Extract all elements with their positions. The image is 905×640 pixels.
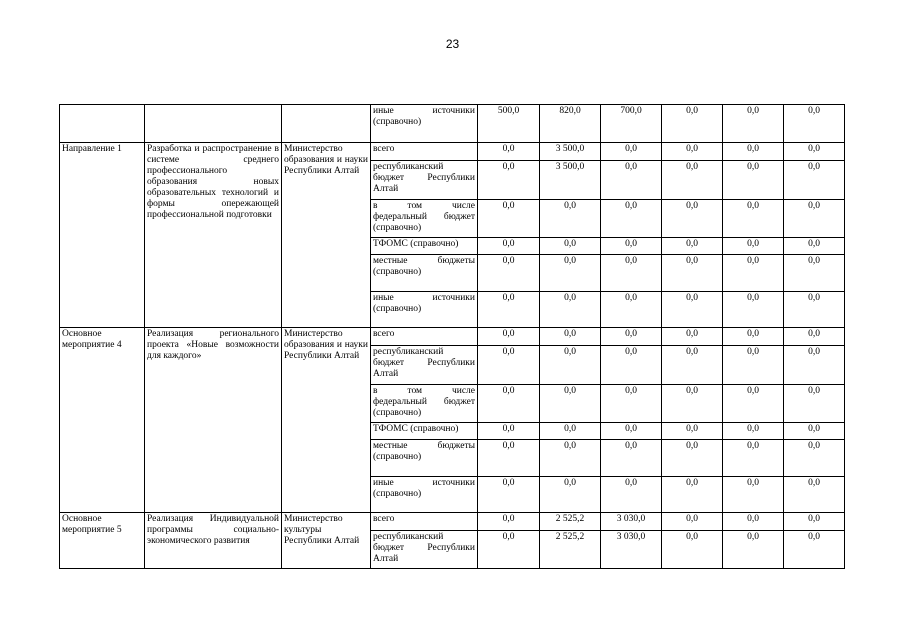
- value-cell: 0,0: [662, 105, 723, 143]
- value-cell: 0,0: [478, 531, 540, 569]
- value-cell: 0,0: [662, 477, 723, 513]
- value-cell: 0,0: [478, 385, 540, 423]
- source-cell: ТФОМС (справочно): [371, 238, 478, 255]
- value-cell: 0,0: [478, 477, 540, 513]
- group-name: Разработка и распространение в системе среднего профессионального образования новых образовательных технологий и формы опережающей профессиональной подготовки: [145, 143, 282, 328]
- value-cell: 0,0: [478, 440, 540, 477]
- value-cell: 0,0: [723, 292, 784, 328]
- value-cell: 0,0: [540, 328, 601, 346]
- source-cell: республиканский бюджет Республики Алтай: [371, 531, 478, 569]
- value-cell: 500,0: [478, 105, 540, 143]
- value-cell: 2 525,2: [540, 513, 601, 531]
- source-cell: всего: [371, 513, 478, 531]
- source-cell: всего: [371, 328, 478, 346]
- value-cell: 0,0: [601, 161, 662, 200]
- source-cell: всего: [371, 143, 478, 161]
- source-cell: республиканский бюджет Республики Алтай: [371, 346, 478, 385]
- value-cell: 0,0: [540, 423, 601, 440]
- value-cell: 0,0: [601, 385, 662, 423]
- value-cell: 0,0: [723, 255, 784, 292]
- value-cell: 0,0: [662, 255, 723, 292]
- value-cell: 0,0: [478, 292, 540, 328]
- source-cell: республиканский бюджет Республики Алтай: [371, 161, 478, 200]
- value-cell: 0,0: [723, 477, 784, 513]
- value-cell: 0,0: [540, 440, 601, 477]
- value-cell: 0,0: [662, 513, 723, 531]
- value-cell: 0,0: [784, 238, 845, 255]
- value-cell: 0,0: [540, 346, 601, 385]
- source-cell: иные источники (справочно): [371, 477, 478, 513]
- value-cell: 0,0: [784, 477, 845, 513]
- value-cell: 0,0: [723, 143, 784, 161]
- value-cell: 0,0: [784, 513, 845, 531]
- value-cell: 0,0: [662, 161, 723, 200]
- source-cell: местные бюджеты (справочно): [371, 255, 478, 292]
- value-cell: 0,0: [478, 513, 540, 531]
- value-cell: 0,0: [784, 161, 845, 200]
- value-cell: 0,0: [784, 531, 845, 569]
- value-cell: 2 525,2: [540, 531, 601, 569]
- value-cell: 0,0: [662, 143, 723, 161]
- value-cell: 0,0: [723, 440, 784, 477]
- value-cell: 0,0: [478, 346, 540, 385]
- value-cell: 0,0: [540, 255, 601, 292]
- funding-table: [59, 104, 845, 569]
- value-cell: 0,0: [478, 423, 540, 440]
- value-cell: 0,0: [662, 346, 723, 385]
- group-label: Основное мероприятие 4: [60, 328, 145, 513]
- value-cell: 0,0: [723, 423, 784, 440]
- group-executor: Министерство образования и науки Республики Алтай: [282, 143, 371, 328]
- table-row: [60, 105, 845, 143]
- value-cell: 3 500,0: [540, 161, 601, 200]
- value-cell: 0,0: [601, 328, 662, 346]
- value-cell: 3 030,0: [601, 531, 662, 569]
- value-cell: 0,0: [784, 423, 845, 440]
- source-cell: местные бюджеты (справочно): [371, 440, 478, 477]
- value-cell: 0,0: [540, 238, 601, 255]
- group-name: Реализация регионального проекта «Новые возможности для каждого»: [145, 328, 282, 513]
- value-cell: 0,0: [540, 385, 601, 423]
- value-cell: 0,0: [784, 255, 845, 292]
- value-cell: 3 500,0: [540, 143, 601, 161]
- value-cell: 0,0: [662, 292, 723, 328]
- value-cell: 0,0: [784, 328, 845, 346]
- value-cell: 0,0: [601, 423, 662, 440]
- value-cell: 0,0: [723, 531, 784, 569]
- value-cell: 3 030,0: [601, 513, 662, 531]
- value-cell: 0,0: [723, 161, 784, 200]
- value-cell: 0,0: [784, 200, 845, 238]
- value-cell: 0,0: [601, 440, 662, 477]
- source-cell: в том числе федеральный бюджет (справочно): [371, 200, 478, 238]
- value-cell: 0,0: [662, 385, 723, 423]
- value-cell: 0,0: [601, 238, 662, 255]
- value-cell: 0,0: [662, 423, 723, 440]
- source-cell: в том числе федеральный бюджет (справочно): [371, 385, 478, 423]
- value-cell: 0,0: [784, 143, 845, 161]
- group-label: Направление 1: [60, 143, 145, 328]
- value-cell: 0,0: [784, 440, 845, 477]
- value-cell: 0,0: [662, 328, 723, 346]
- group-executor: Министерство образования и науки Республики Алтай: [282, 328, 371, 513]
- value-cell: 0,0: [784, 292, 845, 328]
- page-number: 23: [445, 37, 460, 51]
- table-row: [60, 513, 845, 531]
- value-cell: 0,0: [723, 385, 784, 423]
- value-cell: 0,0: [723, 346, 784, 385]
- group-executor: Министерство культуры Республики Алтай: [282, 513, 371, 569]
- value-cell: 0,0: [784, 105, 845, 143]
- value-cell: 0,0: [478, 328, 540, 346]
- value-cell: 0,0: [478, 200, 540, 238]
- value-cell: 0,0: [784, 385, 845, 423]
- source-cell: иные источники (справочно): [371, 105, 478, 143]
- value-cell: 0,0: [662, 200, 723, 238]
- empty-cell: [282, 105, 371, 143]
- value-cell: 0,0: [723, 200, 784, 238]
- value-cell: 0,0: [478, 255, 540, 292]
- value-cell: 0,0: [784, 346, 845, 385]
- value-cell: 0,0: [540, 477, 601, 513]
- value-cell: 0,0: [601, 255, 662, 292]
- value-cell: 0,0: [723, 105, 784, 143]
- table-row: [60, 143, 845, 161]
- value-cell: 0,0: [540, 292, 601, 328]
- group-name: Реализация Индивидуальной программы социально-экономического развития: [145, 513, 282, 569]
- value-cell: 0,0: [601, 143, 662, 161]
- value-cell: 820,0: [540, 105, 601, 143]
- value-cell: 0,0: [601, 346, 662, 385]
- group-label: Основное мероприятие 5: [60, 513, 145, 569]
- value-cell: 0,0: [540, 200, 601, 238]
- value-cell: 0,0: [662, 531, 723, 569]
- value-cell: 0,0: [662, 440, 723, 477]
- value-cell: 0,0: [723, 328, 784, 346]
- value-cell: 0,0: [723, 513, 784, 531]
- empty-cell: [60, 105, 145, 143]
- value-cell: 700,0: [601, 105, 662, 143]
- value-cell: 0,0: [478, 238, 540, 255]
- value-cell: 0,0: [723, 238, 784, 255]
- table-row: [60, 328, 845, 346]
- value-cell: 0,0: [478, 143, 540, 161]
- value-cell: 0,0: [601, 200, 662, 238]
- source-cell: ТФОМС (справочно): [371, 423, 478, 440]
- value-cell: 0,0: [601, 292, 662, 328]
- empty-cell: [145, 105, 282, 143]
- source-cell: иные источники (справочно): [371, 292, 478, 328]
- value-cell: 0,0: [662, 238, 723, 255]
- value-cell: 0,0: [601, 477, 662, 513]
- value-cell: 0,0: [478, 161, 540, 200]
